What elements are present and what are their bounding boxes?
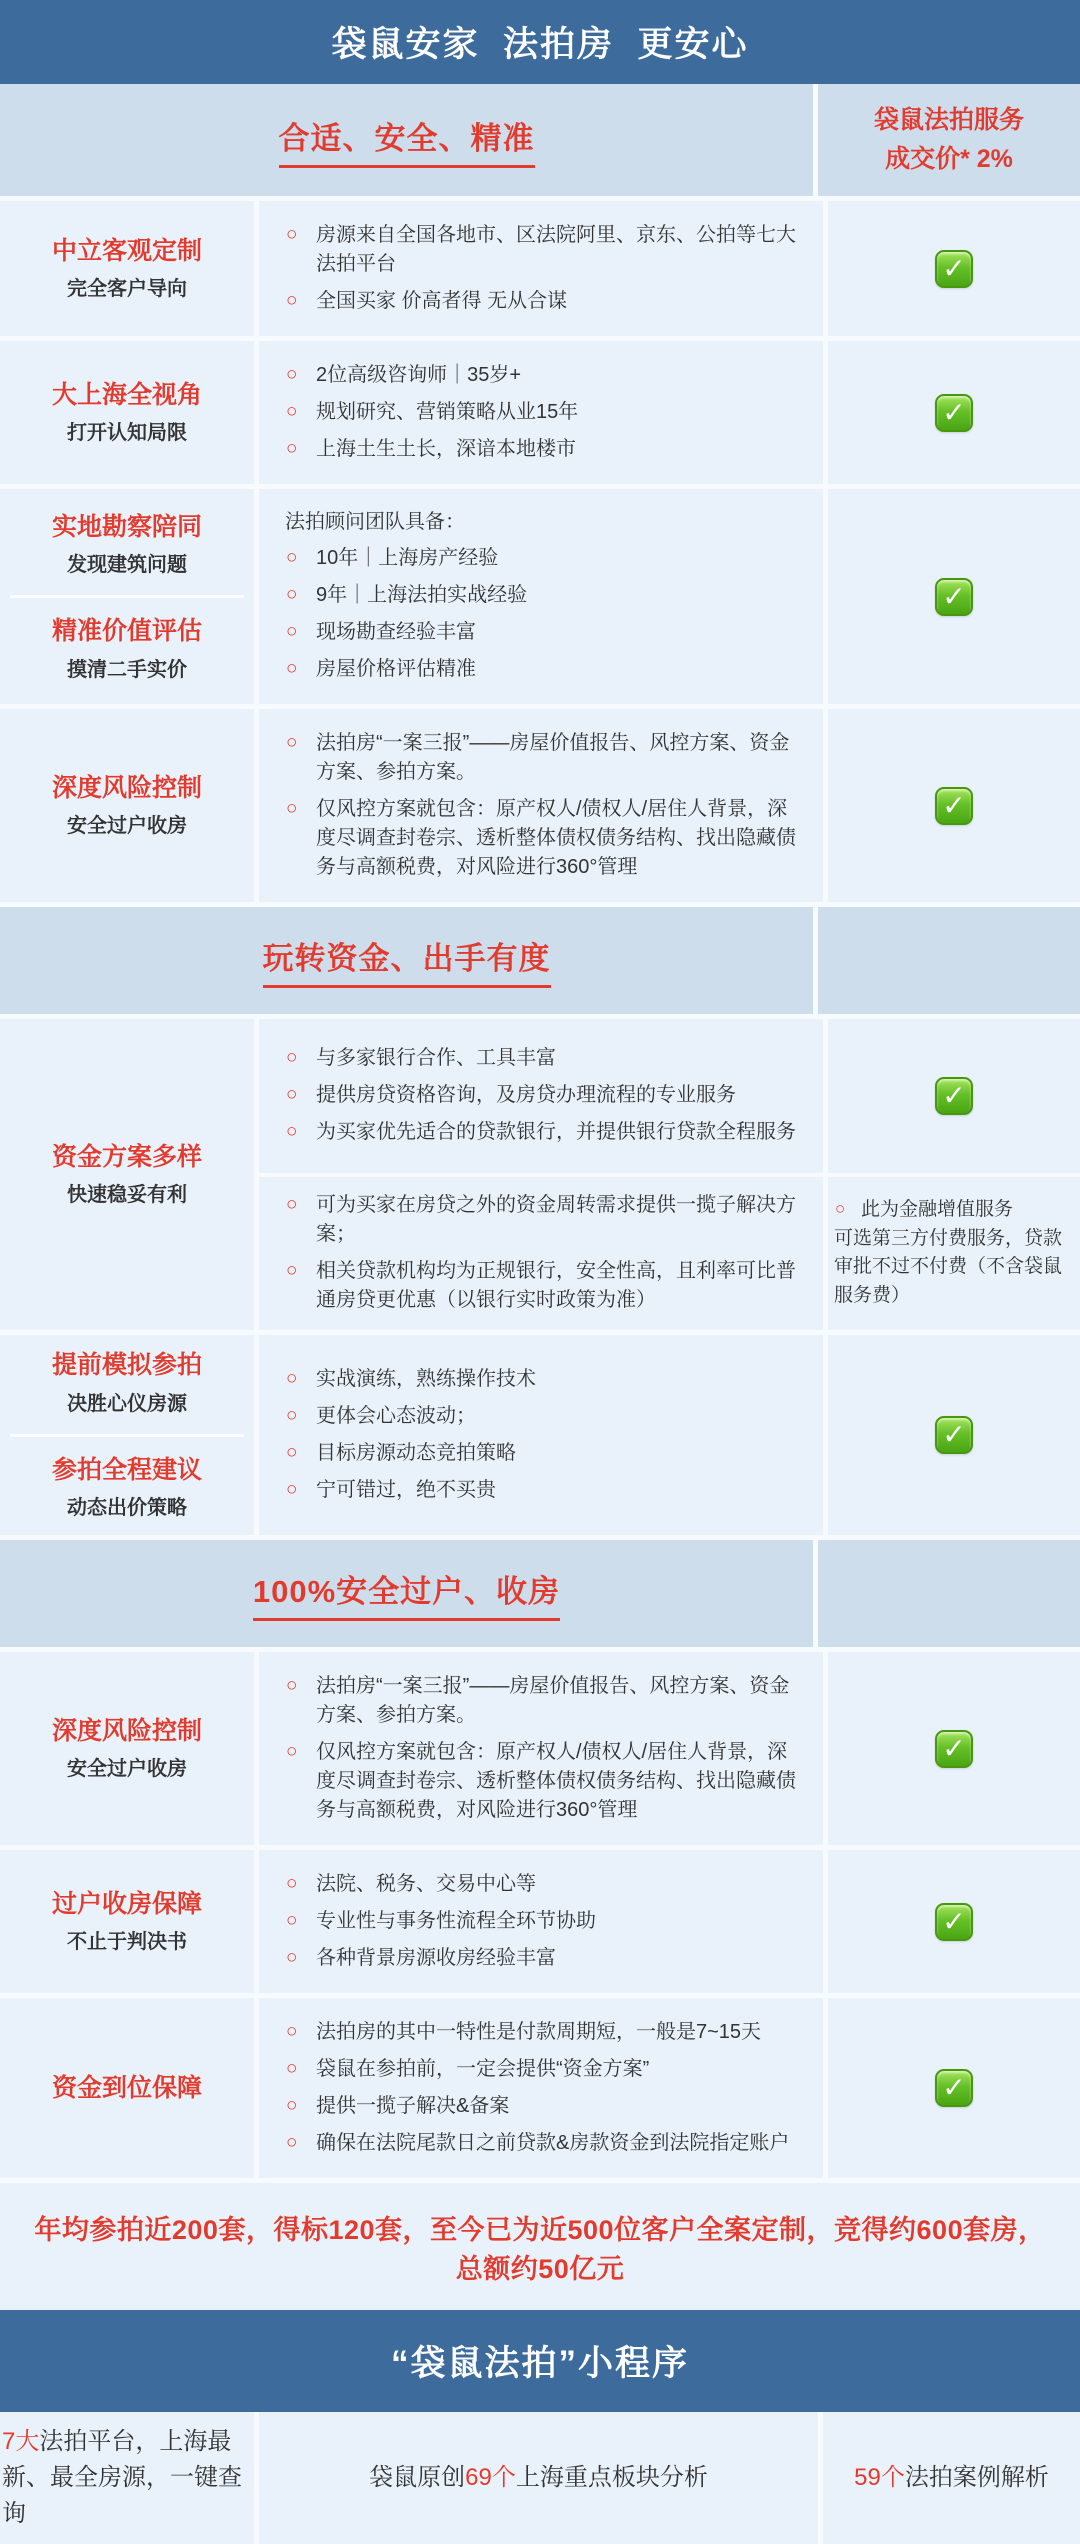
check-icon: ✓ bbox=[935, 578, 973, 616]
section-header-2-right bbox=[818, 907, 1080, 1014]
check-icon: ✓ bbox=[935, 250, 973, 288]
bullet-item: ○ 法院、税务、交易中心等 bbox=[285, 1870, 797, 1899]
bullet-item: ○ 可为买家在房贷之外的资金周转需求提供一揽子解决方案； bbox=[285, 1191, 797, 1249]
bullet-circle-icon: ○ bbox=[286, 2058, 298, 2079]
section-header-3-left bbox=[0, 1540, 818, 1647]
table-row bbox=[0, 1993, 1080, 2178]
table-row bbox=[0, 196, 1080, 336]
row-label: 中立客观定制 bbox=[51, 236, 202, 265]
row-content-cell bbox=[259, 1652, 823, 1845]
bullet-item: ○ 法拍房的其中一特性是付款周期短，一般是7~15天 bbox=[285, 2018, 797, 2047]
bullet-circle-icon: ○ bbox=[286, 1084, 298, 1106]
row-label-cell bbox=[0, 1019, 259, 1330]
bullet-item: ○ 法拍房“一案三报”——房屋价值报告、风控方案、资金方案、参拍方案。 bbox=[285, 1672, 797, 1730]
bullet-circle-icon: ○ bbox=[286, 364, 298, 385]
check-icon: ✓ bbox=[935, 1730, 973, 1768]
row-label-cell bbox=[0, 341, 259, 484]
bullet-circle-icon: ○ bbox=[286, 621, 298, 642]
top-banner bbox=[0, 0, 1080, 84]
row-service-cell bbox=[823, 709, 1080, 902]
bullet-circle-icon: ○ bbox=[286, 1947, 298, 1968]
row-sublabel: 发现建筑问题 bbox=[67, 554, 187, 576]
bullet-circle-icon: ○ bbox=[286, 1260, 298, 1282]
bullet-circle-icon: ○ bbox=[286, 2095, 298, 2116]
row-content-cell bbox=[259, 1177, 823, 1331]
bullet-item: ○ 仅风控方案就包含：原产权人/债权人/居住人背景，深度尽调查封卷宗、透析整体债权债务结构、找出隐藏债务与高额税费，对风险进行360°管理 bbox=[285, 1738, 797, 1825]
bullet-item: ○ 2位高级咨询师｜35岁+ bbox=[285, 361, 797, 390]
bullet-circle-icon: ○ bbox=[286, 2132, 298, 2153]
row-split-content bbox=[259, 1019, 1080, 1330]
bullet-item: ○ 更体会心态波动； bbox=[285, 1402, 797, 1431]
row-label: 资金到位保障 bbox=[51, 2073, 202, 2102]
row-label-cell bbox=[0, 1998, 259, 2178]
label-divider bbox=[10, 1434, 244, 1437]
table-row bbox=[0, 1330, 1080, 1535]
bullet-circle-icon: ○ bbox=[286, 1121, 298, 1143]
miniapp-banner bbox=[0, 2310, 1080, 2412]
bullet-item: ○ 现场勘查经验丰富 bbox=[285, 618, 797, 647]
row-label-cell bbox=[0, 1850, 259, 1993]
row-service-cell bbox=[823, 1998, 1080, 2178]
bullet-item: ○ 提供房贷资格咨询，及房贷办理流程的专业服务 bbox=[285, 1081, 797, 1110]
row-sublabel: 安全过户收房 bbox=[67, 815, 187, 838]
bullet-circle-icon: ○ bbox=[286, 658, 298, 679]
bullet-circle-icon: ○ bbox=[286, 290, 298, 311]
bullet-circle-icon: ○ bbox=[286, 1910, 298, 1931]
check-icon: ✓ bbox=[935, 1416, 973, 1454]
row-content-cell bbox=[259, 341, 823, 484]
table-row bbox=[0, 1014, 1080, 1330]
section-header-3 bbox=[0, 1535, 1080, 1647]
service-note-cell bbox=[823, 1177, 1080, 1331]
section-header-3-right bbox=[818, 1540, 1080, 1647]
bullet-item: ○ 法拍房“一案三报”——房屋价值报告、风控方案、资金方案、参拍方案。 bbox=[285, 729, 797, 787]
bullet-circle-icon: ○ bbox=[286, 1741, 298, 1762]
label-divider bbox=[10, 595, 244, 598]
row-content-cell bbox=[259, 1998, 823, 2178]
bullet-circle-icon: ○ bbox=[286, 1368, 298, 1389]
note-text: 可选第三方付费服务，贷款审批不过不付费（不含袋鼠服务费） bbox=[834, 1227, 1063, 1306]
bullet-circle-icon: ○ bbox=[286, 2021, 298, 2042]
table-row bbox=[0, 336, 1080, 484]
row-content-cell bbox=[259, 1019, 823, 1173]
section-header-1 bbox=[0, 84, 1080, 196]
note-bullet-item: ○ 此为金融增值服务 bbox=[834, 1196, 1013, 1225]
summary-text: 年均参拍近200套，得标120套，至今已为近500位客户全案定制，竞得约600套房，总额约50亿元 bbox=[34, 2214, 1046, 2284]
row-label-cell bbox=[0, 489, 259, 704]
check-icon: ✓ bbox=[935, 2069, 973, 2107]
bullet-item: ○ 宁可错过，绝不买贵 bbox=[285, 1476, 797, 1505]
row-sublabel: 完全客户导向 bbox=[67, 278, 187, 301]
bullet-circle-icon: ○ bbox=[286, 1405, 298, 1426]
table-row bbox=[0, 1845, 1080, 1993]
bullet-circle-icon: ○ bbox=[286, 1442, 298, 1463]
page-title: 袋鼠安家 法拍房 更安心 bbox=[331, 25, 749, 64]
row-service-cell bbox=[823, 1652, 1080, 1845]
subrow-value-added bbox=[259, 1173, 1080, 1331]
row-content-cell bbox=[259, 489, 823, 704]
row-label-cell bbox=[0, 709, 259, 902]
footer-col-platforms bbox=[0, 2412, 259, 2544]
section-title: 合适、安全、精准 bbox=[279, 113, 535, 168]
check-icon: ✓ bbox=[935, 787, 973, 825]
bullet-item: ○ 目标房源动态竞拍策略 bbox=[285, 1439, 797, 1468]
row-content-cell bbox=[259, 1850, 823, 1993]
bullet-item: ○ 房源来自全国各地市、区法院阿里、京东、公拍等七大法拍平台 bbox=[285, 221, 797, 279]
bullet-circle-icon: ○ bbox=[286, 547, 298, 568]
row-sublabel: 安全过户收房 bbox=[67, 1758, 187, 1781]
row-sublabel: 快速稳妥有利 bbox=[67, 1184, 187, 1207]
row-sublabel: 打开认知局限 bbox=[67, 422, 187, 445]
bullet-item: ○ 相关贷款机构均为正规银行，安全性高，且利率可比普通房贷更优惠（以银行实时政策为准） bbox=[285, 1257, 797, 1315]
row-service-cell bbox=[823, 1019, 1080, 1173]
bullet-circle-icon: ○ bbox=[286, 401, 298, 422]
bullet-item: ○ 仅风控方案就包含：原产权人/债权人/居住人背景，深度尽调查封卷宗、透析整体债权债务结构、找出隐藏债务与高额税费，对风险进行360°管理 bbox=[285, 795, 797, 882]
bullet-item: ○ 与多家银行合作、工具丰富 bbox=[285, 1044, 797, 1073]
row-label: 精准价值评估 bbox=[51, 617, 202, 645]
section-title: 100%安全过户、收房 bbox=[253, 1566, 560, 1621]
bullet-item: ○ 规划研究、营销策略从业15年 bbox=[285, 398, 797, 427]
check-icon: ✓ bbox=[935, 1077, 973, 1115]
bullet-item: ○ 为买家优先适合的贷款银行，并提供银行贷款全程服务 bbox=[285, 1118, 797, 1147]
section-header-2 bbox=[0, 902, 1080, 1014]
row-label: 实地勘察陪同 bbox=[51, 512, 202, 541]
row-sublabel: 动态出价策略 bbox=[67, 1497, 187, 1519]
row-sublabel: 摸清二手实价 bbox=[67, 658, 187, 681]
bullet-circle-icon: ○ bbox=[286, 798, 298, 819]
service-fee-line1: 袋鼠法拍服务 bbox=[873, 106, 1024, 135]
bullet-item: ○ 各种背景房源收房经验丰富 bbox=[285, 1944, 797, 1973]
bullet-circle-icon: ○ bbox=[286, 1047, 298, 1069]
bullet-circle-icon: ○ bbox=[286, 1194, 298, 1216]
bullet-circle-icon: ○ bbox=[286, 224, 298, 245]
bullet-circle-icon: ○ bbox=[286, 584, 298, 605]
row-label-cell bbox=[0, 1335, 259, 1535]
row-service-cell bbox=[823, 489, 1080, 704]
row-content-cell bbox=[259, 1335, 823, 1535]
row-label: 提前模拟参拍 bbox=[51, 1351, 202, 1379]
bullet-item: ○ 房屋价格评估精准 bbox=[285, 655, 797, 684]
footer-text: 7大法拍平台，上海最新、最全房源，一键查询 bbox=[2, 2428, 242, 2527]
bullet-circle-icon: ○ bbox=[286, 1675, 298, 1696]
bullet-item: ○ 上海土生土长，深谙本地楼市 bbox=[285, 435, 797, 464]
bullet-circle-icon: ○ bbox=[286, 1479, 298, 1500]
bullet-circle-icon: ○ bbox=[286, 732, 298, 753]
bullet-item: ○ 确保在法院尾款日之前贷款&房款资金到法院指定账户 bbox=[285, 2129, 797, 2158]
row-label: 参拍全程建议 bbox=[51, 1455, 202, 1484]
table-row bbox=[0, 1647, 1080, 1845]
subrow-bank-loans bbox=[259, 1019, 1080, 1173]
miniapp-footer bbox=[0, 2412, 1080, 2544]
row-service-cell bbox=[823, 341, 1080, 484]
service-fee-line2: 成交价* 2% bbox=[885, 145, 1013, 173]
row-label: 深度风险控制 bbox=[51, 773, 202, 802]
row-label-cell bbox=[0, 201, 259, 336]
content-intro: 法拍顾问团队具备： bbox=[285, 511, 465, 533]
row-label: 过户收房保障 bbox=[51, 1889, 202, 1918]
table-row bbox=[0, 484, 1080, 704]
bullet-circle-icon: ○ bbox=[286, 1873, 298, 1894]
row-label-cell bbox=[0, 1652, 259, 1845]
track-record-summary bbox=[0, 2178, 1080, 2310]
row-label: 资金方案多样 bbox=[51, 1142, 202, 1171]
bullet-item: ○ 提供一揽子解决&备案 bbox=[285, 2092, 797, 2121]
service-fee-header bbox=[818, 84, 1080, 196]
section-header-1-left bbox=[0, 84, 818, 196]
bullet-circle-icon: ○ bbox=[835, 1199, 846, 1219]
bullet-item: ○ 9年｜上海法拍实战经验 bbox=[285, 581, 797, 610]
bullet-item: ○ 实战演练，熟练操作技术 bbox=[285, 1365, 797, 1394]
footer-text: 59个法拍案例解析 bbox=[854, 2464, 1049, 2491]
row-service-cell bbox=[823, 201, 1080, 336]
section-title: 玩转资金、出手有度 bbox=[263, 933, 551, 988]
footer-text: 袋鼠原创69个上海重点板块分析 bbox=[369, 2464, 708, 2491]
row-service-cell bbox=[823, 1335, 1080, 1535]
footer-col-block-analysis bbox=[259, 2412, 823, 2544]
check-icon: ✓ bbox=[935, 1903, 973, 1941]
section-header-2-left bbox=[0, 907, 818, 1014]
check-icon: ✓ bbox=[935, 394, 973, 432]
row-sublabel: 决胜心仪房源 bbox=[67, 1392, 187, 1415]
row-sublabel: 不止于判决书 bbox=[67, 1931, 187, 1954]
bullet-item: ○ 专业性与事务性流程全环节协助 bbox=[285, 1907, 797, 1936]
row-content-cell bbox=[259, 201, 823, 336]
bullet-item: ○ 袋鼠在参拍前，一定会提供“资金方案” bbox=[285, 2055, 797, 2084]
row-label: 深度风险控制 bbox=[51, 1716, 202, 1745]
table-row bbox=[0, 704, 1080, 902]
row-label: 大上海全视角 bbox=[51, 380, 202, 409]
row-content-cell bbox=[259, 709, 823, 902]
row-service-cell bbox=[823, 1850, 1080, 1993]
bullet-circle-icon: ○ bbox=[286, 438, 298, 459]
footer-col-case-studies bbox=[823, 2412, 1080, 2544]
miniapp-banner-title: “袋鼠法拍”小程序 bbox=[390, 2344, 689, 2383]
bullet-item: ○ 10年｜上海房产经验 bbox=[285, 544, 797, 573]
bullet-item: ○ 全国买家 价高者得 无从合谋 bbox=[285, 287, 797, 316]
